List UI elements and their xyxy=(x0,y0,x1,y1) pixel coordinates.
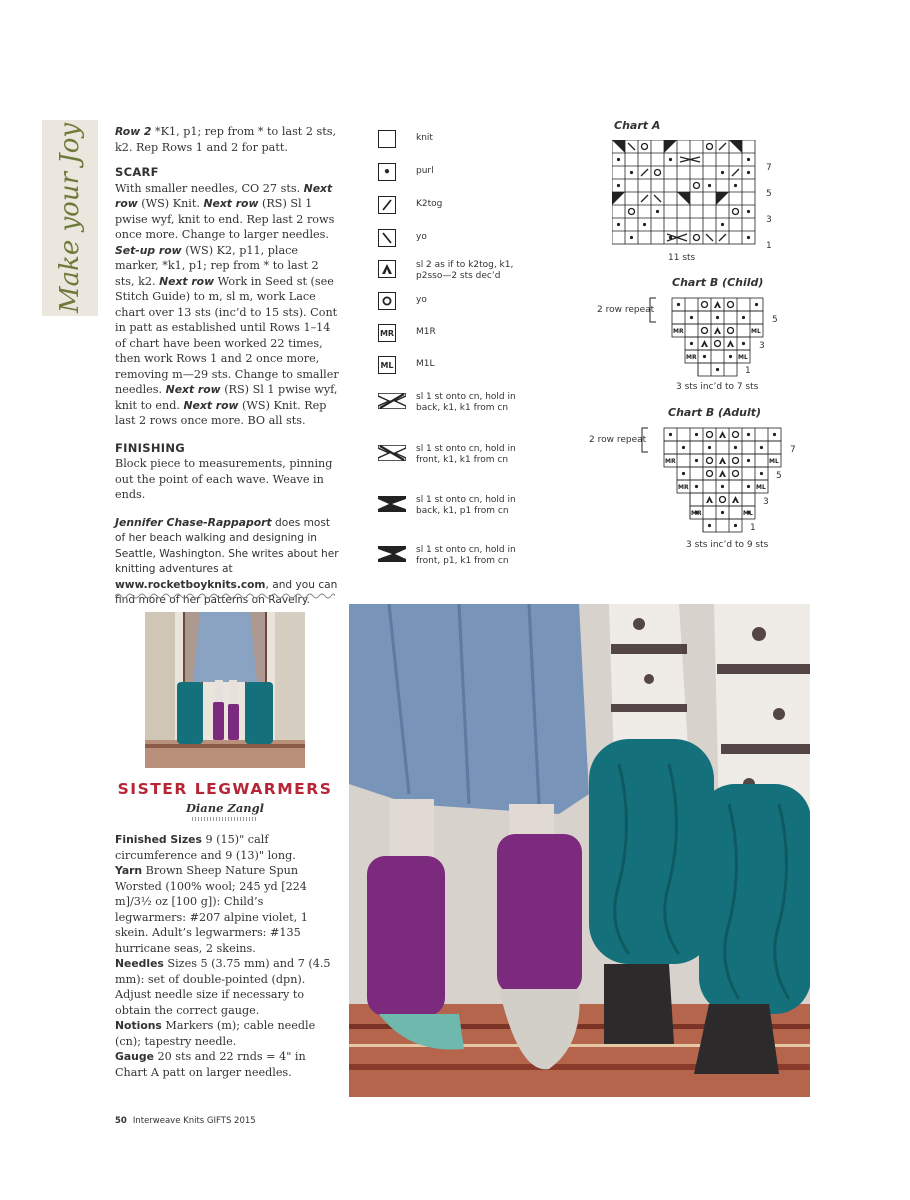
chart-b-adult-grid xyxy=(640,426,800,536)
spec-text: Brown Sheep Nature Spun Worsted (100% wool; 245 yd [224 m]/3½ oz [100 g]): Child’s legwarmers: #207 alpine violet, 1 skein. Adult’s legwarmers: #135 hurricane seas, 2 skeins. xyxy=(115,864,308,955)
key-m1r xyxy=(378,324,526,342)
key-label: sl 1 st onto cn, hold in back, k1, k1 from cn xyxy=(416,392,516,413)
svg-text:ML: ML xyxy=(769,458,779,465)
row-number: 3 xyxy=(759,341,765,351)
chart-a-title: Chart A xyxy=(614,119,661,132)
designer-rule xyxy=(192,817,258,821)
row-number: 3 xyxy=(763,497,769,507)
scarf-heading: SCARF xyxy=(115,165,159,179)
spec-gauge xyxy=(115,1049,337,1080)
row-number: 5 xyxy=(772,315,778,325)
chart-b-child-caption: 3 sts inc’d to 7 sts xyxy=(676,382,759,392)
chart-a-grid xyxy=(612,140,762,246)
row-number: 1 xyxy=(750,523,756,533)
chart-b-child-title: Chart B (Child) xyxy=(672,276,764,289)
row2-label: Row 2 xyxy=(115,125,152,138)
spec-label: Yarn xyxy=(115,864,143,877)
key-label: yo xyxy=(416,295,427,305)
cable-back-knit-icon xyxy=(378,393,406,409)
bio-text: does most of her beach walking and designing in Seattle, Washington. She writes about her knitting adventures at xyxy=(115,516,339,575)
spec-label: Gauge xyxy=(115,1050,154,1063)
row-number: 1 xyxy=(745,366,751,376)
k2tog-symbol-icon xyxy=(378,196,396,214)
chart-b-child-repeat-label: 2 row repeat xyxy=(597,305,655,315)
key-purl xyxy=(378,163,526,181)
spec-label: Finished Sizes xyxy=(115,833,202,846)
key-cable-front-purl xyxy=(378,545,526,567)
svg-text:ML: ML xyxy=(756,484,766,491)
spec-label: Needles xyxy=(115,957,164,970)
sl2-k1-p2sso-symbol-icon xyxy=(378,260,396,278)
key-label: M1R xyxy=(416,327,436,337)
row-number: 1 xyxy=(766,241,772,251)
pattern-title: SISTER LEGWARMERS xyxy=(117,780,333,798)
spec-text: 9 (15)" calf circumference and 9 (13)" long. xyxy=(115,833,296,862)
instruction-text: (RS) Sl 1 pwise wyf, knit to end. xyxy=(115,383,338,412)
m1l-symbol-icon: ML xyxy=(378,356,396,374)
key-k2tog xyxy=(378,196,526,214)
knit-symbol-icon xyxy=(378,130,396,148)
key-label: K2tog xyxy=(416,199,443,209)
bio-text-end: , and you can find more of her patterns on Ravelry. xyxy=(115,578,338,606)
section-tab xyxy=(42,120,98,316)
key-cable-back-purl xyxy=(378,495,526,517)
svg-text:ML: ML xyxy=(743,510,753,517)
row-label: Next row xyxy=(203,197,259,210)
spec-needles xyxy=(115,956,337,1018)
row-number: 5 xyxy=(766,189,772,199)
chart-a-caption: 11 sts xyxy=(668,253,696,263)
key-label: sl 2 as if to k2tog, k1, p2sso—2 sts dec’d xyxy=(416,260,514,281)
yo-slant-symbol-icon xyxy=(378,229,396,247)
row-label: Next row xyxy=(159,274,215,288)
key-cable-front-knit xyxy=(378,444,526,466)
bio-name: Jennifer Chase-Rappaport xyxy=(115,515,272,529)
row-number: 7 xyxy=(766,163,772,173)
pattern-specs xyxy=(115,832,337,1080)
key-cable-back-knit xyxy=(378,392,526,414)
instruction-text: (RS) Sl 1 pwise wyf, knit to end. Rep last 2 rows once more. Change to larger needles. xyxy=(115,197,335,241)
finishing-text: Block piece to measurements, pinning out the point of each wave. Weave in ends. xyxy=(115,457,333,501)
legwarmers-thumbnail-photo xyxy=(145,612,305,768)
key-label: purl xyxy=(416,166,434,176)
row-label: Next row xyxy=(183,398,239,412)
key-knit xyxy=(378,130,526,148)
spec-text: 20 sts and 22 rnds = 4" in Chart A patt on larger needles. xyxy=(115,1050,306,1079)
key-yo-circle xyxy=(378,292,526,310)
svg-text:MR: MR xyxy=(673,328,684,335)
chart-b-adult-title: Chart B (Adult) xyxy=(668,406,762,419)
instruction-text: (WS) Knit. Rep last 2 rows once more. BO all sts. xyxy=(115,398,327,427)
instruction-text: Work in Seed st (see Stitch Guide) to m, sl m, work Lace chart over 13 sts (inc’d to 15 sts). Cont in patt as established until Rows 1–14 of chart have been worked 22 times, then work Rows 1 and 2 once more, removing m—29 sts. Change to smaller needles. xyxy=(115,274,339,396)
bio-url[interactable]: www.rocketboyknits.com xyxy=(115,578,266,591)
row-number: 5 xyxy=(776,471,782,481)
key-label: sl 1 st onto cn, hold in back, k1, p1 from cn xyxy=(416,495,516,516)
cable-front-purl-icon xyxy=(378,546,406,562)
key-label: sl 1 st onto cn, hold in front, k1, k1 from cn xyxy=(416,444,516,465)
spec-label: Notions xyxy=(115,1019,162,1032)
cable-back-purl-icon xyxy=(378,496,406,512)
key-yo-slant xyxy=(378,229,526,247)
key-sl2-k1-p2sso xyxy=(378,260,526,282)
pattern-designer: Diane Zangl xyxy=(185,801,265,815)
finishing-heading: FINISHING xyxy=(115,440,185,455)
wave-divider xyxy=(115,592,335,600)
row-number: 3 xyxy=(766,215,772,225)
chart-b-adult-repeat-label: 2 row repeat xyxy=(589,435,647,445)
section-tab-label: Make your Joy xyxy=(55,122,85,314)
spec-sizes xyxy=(115,832,337,863)
instruction-text: (WS) K2, p11, place marker, *k1, p1; rep from * to last 2 sts, k2. xyxy=(115,243,319,288)
svg-text:ML: ML xyxy=(738,354,748,361)
key-label: sl 1 st onto cn, hold in front, p1, k1 from cn xyxy=(416,545,516,566)
cable-front-knit-icon xyxy=(378,445,406,461)
m1r-symbol-icon: MR xyxy=(378,324,396,342)
svg-text:ML: ML xyxy=(751,328,761,335)
chart-a-row-numbers xyxy=(766,155,772,259)
yo-circle-symbol-icon xyxy=(378,292,396,310)
instruction-text: With smaller needles, CO 27 sts. xyxy=(115,181,304,195)
scarf-paragraph xyxy=(115,181,341,429)
svg-text:MR: MR xyxy=(665,458,676,465)
row-label: Next row xyxy=(165,383,221,396)
row-label: Set-up row xyxy=(115,243,182,257)
row-label: Next row xyxy=(115,181,333,210)
svg-text:MR: MR xyxy=(678,484,689,491)
page-number: 50 xyxy=(115,1116,127,1126)
key-m1l xyxy=(378,356,526,374)
row-number: 7 xyxy=(790,445,796,455)
spec-yarn xyxy=(115,863,337,956)
page-footer xyxy=(115,1116,256,1126)
spec-notions xyxy=(115,1018,337,1049)
key-label: M1L xyxy=(416,359,435,369)
key-label: knit xyxy=(416,133,433,143)
spec-text: Sizes 5 (3.75 mm) and 7 (4.5 mm): set of double-pointed (dpn). Adjust needle size if necessary to obtain the correct gauge. xyxy=(115,957,331,1017)
chart-b-adult-caption: 3 sts inc’d to 9 sts xyxy=(686,540,769,550)
row2-text: *K1, p1; rep from * to last 2 sts, k2. Rep Rows 1 and 2 for patt. xyxy=(115,125,337,154)
publication-name: Interweave Knits GIFTS 2015 xyxy=(132,1116,256,1126)
purl-symbol-icon: • xyxy=(378,163,396,181)
scarf-instructions xyxy=(115,124,341,609)
svg-text:MR: MR xyxy=(691,510,702,517)
svg-text:MR: MR xyxy=(686,354,697,361)
key-label: yo xyxy=(416,232,427,242)
legwarmers-main-photo xyxy=(349,604,810,1097)
spec-text: Markers (m); cable needle (cn); tapestry needle. xyxy=(115,1019,316,1048)
instruction-text: (WS) Knit. xyxy=(137,197,204,210)
